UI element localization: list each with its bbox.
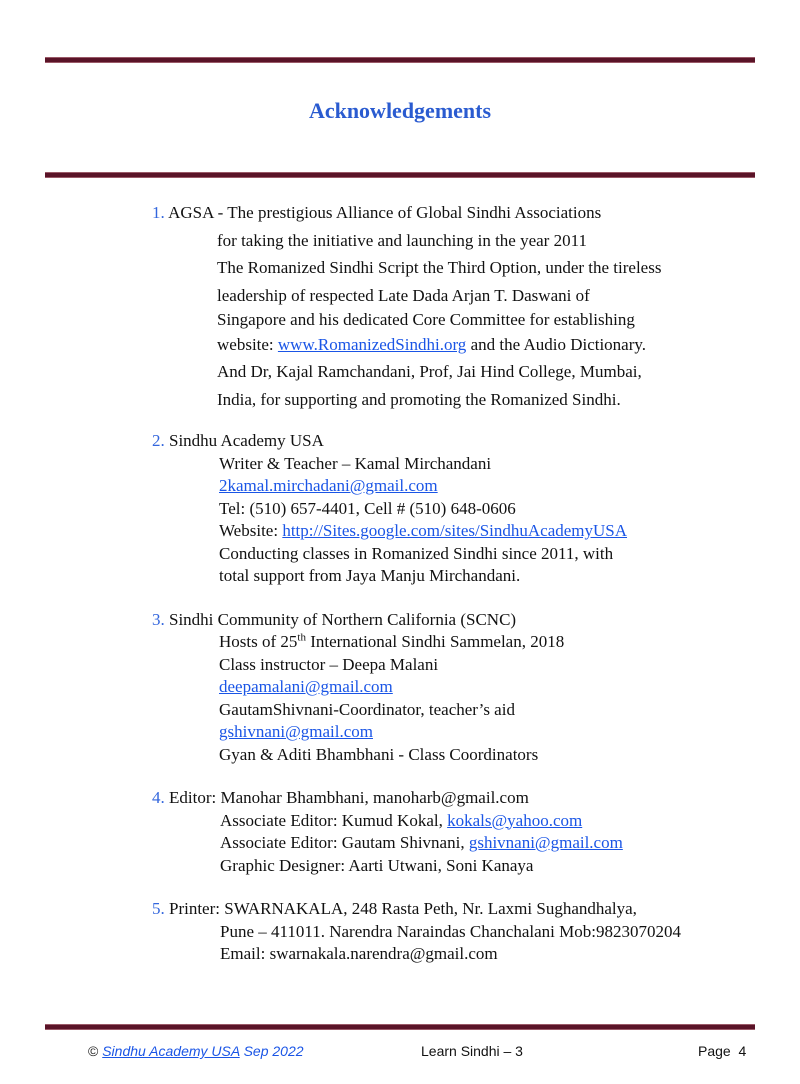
title-divider [45,172,755,178]
ack-item-line: The Romanized Sindhi Script the Third Option, under the tireless [217,258,662,277]
hosts-text-suffix: International Sindhi Sammelan, 2018 [305,632,565,651]
spacer [152,877,772,898]
ack-item-line: Singapore and his dedicated Core Committee for establishing [217,310,635,329]
kokal-email-link[interactable]: kokals@yahoo.com [447,810,583,830]
ack-item-line: India, for supporting and promoting the Romanized Sindhi. [217,389,621,409]
associate-editor-label: Associate Editor: Gautam Shivnani, [220,833,469,852]
sindhu-academy-site-link[interactable]: http://Sites.google.com/sites/SindhuAcademyUSA [282,521,628,540]
ack-item-line: Graphic Designer: Aarti Utwani, Soni Kanaya [220,855,534,875]
item-number: 3. [152,609,165,629]
ack-item-printer [152,898,772,966]
ack-item-line [152,810,772,833]
ack-item-line: And Dr, Kajal Ramchandani, Prof, Jai Hind College, Mumbai, [217,362,642,381]
kamal-email-link[interactable]: 2kamal.mirchadani@gmail.com [219,476,438,495]
item-heading: Sindhi Community of Northern California (SCNC) [169,609,517,629]
ack-item-line: Tel: (510) 657-4401, Cell # (510) 648-0606 [219,498,516,518]
ack-item-line [152,832,772,855]
footer-book-title: Learn Sindhi – 3 [421,1043,523,1059]
ack-item-scnc [152,609,772,767]
page-title: Acknowledgements [308,98,492,123]
sindhu-academy-footer-link[interactable]: Sindhu Academy USA [102,1043,240,1059]
ack-item-line [152,430,772,453]
ack-item-line: Class instructor – Deepa Malani [219,654,439,674]
item-number: 4. [152,788,165,807]
ack-item-line: Email: swarnakala.narendra@gmail.com [220,944,498,963]
ack-item-line [152,631,772,654]
ordinal-suffix: th [297,631,306,644]
ack-item-line: Conducting classes in Romanized Sindhi since 2011, with [219,543,614,563]
ack-item-line: GautamShivnani-Coordinator, teacher’s aid [219,699,515,719]
footer-divider [45,1024,755,1030]
ack-item-editors [152,787,772,877]
website-label: website: [217,334,278,354]
ack-item-line [152,520,772,543]
ack-item-sindhu-academy [152,430,772,588]
item-text: AGSA - The prestigious Alliance of Global Sindhi Associations [168,203,602,222]
printer-text: Printer: SWARNAKALA, 248 Rasta Peth, Nr. Laxmi Sughandhalya, [169,899,637,918]
ack-item-line [152,676,772,699]
ack-item-line [152,609,772,632]
ack-item-line [152,200,772,226]
ack-item-line: total support from Jaya Manju Mirchandani. [219,566,521,585]
ack-item-line [152,475,772,498]
item-heading: Sindhu Academy USA [169,431,324,450]
top-divider [45,57,755,63]
ack-item-line: for taking the initiative and launching in the year 2011 [217,230,587,250]
footer-date: Sep 2022 [239,1043,304,1059]
spacer [152,588,772,609]
copyright-icon: © [88,1043,103,1059]
acknowledgements-list [152,200,772,966]
ack-item-line: Pune – 411011. Narendra Naraindas Chanchalani Mob:9823070204 [220,921,681,941]
ack-item-line [152,721,772,744]
ack-item-line [152,898,772,921]
website-suffix: and the Audio Dictionary. [466,334,647,354]
spacer [152,766,772,787]
editor-text: Editor: Manohar Bhambhani, manoharb@gmail.com [169,788,529,807]
ack-item-line: Writer & Teacher – Kamal Mirchandani [219,453,492,473]
ack-item-agsa [152,200,772,413]
deepa-email-link[interactable]: deepamalani@gmail.com [219,677,393,696]
gshivnani-email-link[interactable]: gshivnani@gmail.com [468,833,623,852]
ack-item-line [152,787,772,810]
footer-page-number [698,1043,746,1059]
associate-editor-label: Associate Editor: Kumud Kokal, [220,810,448,830]
item-number: 1. [152,203,165,222]
romanized-sindhi-link[interactable]: www.RomanizedSindhi.org [277,334,467,354]
page-number: 4 [738,1043,747,1059]
page-label: Page [698,1043,731,1059]
ack-item-line: Gyan & Aditi Bhambhani - Class Coordinators [219,744,539,764]
page-footer [0,1043,800,1067]
footer-copyright [88,1043,304,1059]
item-number: 5. [152,899,165,918]
item-number: 2. [152,431,165,450]
hosts-text: Hosts of 25 [219,632,298,651]
gautam-email-link[interactable]: gshivnani@gmail.com [219,722,373,741]
ack-item-line: leadership of respected Late Dada Arjan T. Daswani of [217,285,590,305]
spacer [152,414,772,430]
website-label: Website: [219,521,283,540]
ack-item-line [152,332,772,358]
